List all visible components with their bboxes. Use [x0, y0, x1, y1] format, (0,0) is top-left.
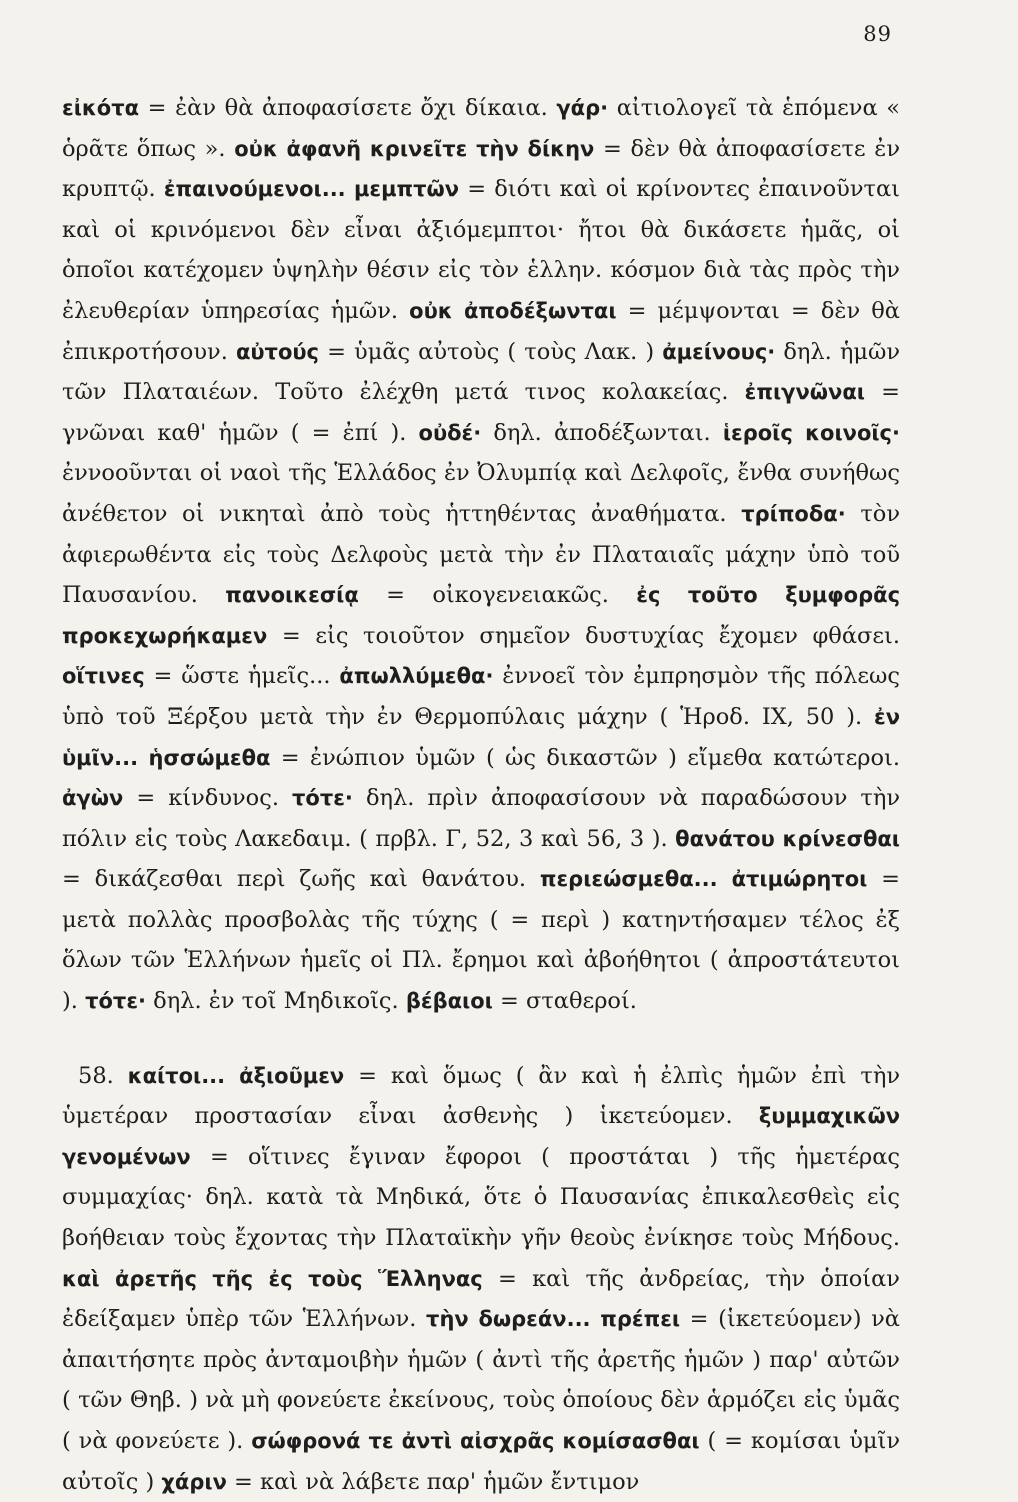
gloss-text: ( = κομίσαι ὑμῖν αὐτοῖς )	[62, 1428, 900, 1495]
gloss-text: ἐννοεῖ τὸν ἐμπρησμὸν τῆς πόλεως ὑπὸ τοῦ Ξέρξου μετὰ τὴν ἐν Θερμοπύλαις μάχην ( Ἡροδ. ΙΧ, 50 ).	[62, 663, 901, 730]
lemma-term: ἐπαινούμενοι... μεμπτῶν	[163, 177, 460, 202]
gloss-text: = κίνδυνος.	[123, 785, 293, 812]
gloss-text: δηλ. ἡμῶν τῶν Πλαταιέων. Τοῦτο ἐλέχθη μετά τινος κολακείας.	[62, 338, 900, 406]
lemma-term: τρίποδα·	[741, 501, 846, 526]
gloss-text: = μέμψονται = δὲν θὰ ἐπικροτήσουν.	[62, 297, 900, 365]
lemma-term: εἰκότα	[62, 96, 140, 120]
lemma-term: οὐκ ἀποδέξωνται	[409, 298, 617, 323]
gloss-text: = ὑμᾶς αὐτοὺς ( τοὺς Λακ. )	[319, 338, 663, 365]
gloss-text: = καὶ νὰ λάβετε παρ' ἡμῶν ἔντιμον	[226, 1468, 640, 1495]
lemma-term: αὐτούς	[235, 339, 320, 364]
gloss-text: = οἰκογενειακῶς.	[358, 582, 637, 609]
gloss-text: = ἐνώπιον ὑμῶν ( ὡς δικαστῶν ) εἴμεθα κατώτεροι.	[270, 744, 900, 771]
gloss-text: = καὶ ὅμως ( ἂν καὶ ἡ ἐλπὶς ἡμῶν ἐπὶ τὴν ὑμετέραν προστασίαν εἶναι ἀσθενὴς ) ἱκετεύομεν.	[62, 1062, 900, 1130]
lemma-term: θανάτου κρίνεσθαι	[675, 826, 900, 851]
gloss-text: = μετὰ πολλὰς προσβολὰς τῆς τύχης ( = περὶ ) κατηντήσαμεν τέλος ἐξ ὅλων τῶν Ἑλλήνων ἡμεῖς οἱ Πλ. ἔρημοι καὶ ἀβοήθητοι ( ἀπροστάτευτοι ).	[62, 866, 901, 1015]
gloss-text: = δὲν θὰ ἀποφασίσετε ἐν κρυπτῷ.	[62, 135, 900, 203]
gloss-text: = ὥστε ἡμεῖς...	[144, 663, 340, 690]
lemma-term: ξυμμαχικῶν γενομένων	[62, 1104, 900, 1169]
gloss-text: αἰτιολογεῖ τὰ ἑπόμενα « ὁρᾶτε ὅπως ».	[62, 95, 900, 162]
gloss-text: = ἐὰν θὰ ἀποφασίσετε ὄχι δίκαια.	[139, 95, 557, 121]
gloss-text: τὸν ἀφιερωθέντα εἰς τοὺς Δελφοὺς μετὰ τὴν ἐν Πλαταιαῖς μάχην ὑπὸ τοῦ Παυσανίου.	[62, 500, 901, 609]
lemma-term: ἀγὼν	[62, 786, 124, 811]
gloss-text: = γνῶναι καθ' ἡμῶν ( = ἐπί ).	[62, 379, 900, 446]
lemma-term: χάριν	[161, 1469, 227, 1494]
lemma-term: ἀμείνους·	[662, 339, 776, 364]
lemma-term: σώφρονά τε ἀντὶ αἰσχρᾶς κομίσασθαι	[251, 1429, 700, 1453]
page-number: 89	[863, 22, 892, 46]
lemma-term: βέβαιοι	[405, 989, 493, 1014]
lemma-term: ἀπωλλύμεθα·	[339, 664, 494, 689]
lemma-term: τὴν δωρεάν... πρέπει	[426, 1307, 681, 1332]
paragraph-1	[62, 88, 900, 1022]
lemma-term: γάρ·	[556, 96, 609, 120]
commentary-text	[62, 88, 900, 1502]
gloss-text: = δικάζεσθαι περὶ ζωῆς καὶ θανάτου.	[62, 866, 540, 893]
lemma-term: οὐκ ἀφανῆ κρινεῖτε τὴν δίκην	[234, 136, 595, 161]
gloss-text: = (ἱκετεύομεν) νὰ ἀπαιτήσητε πρὸς ἀνταμοιβὴν ἡμῶν ( ἀντὶ τῆς ἀρετῆς ἡμῶν ) παρ' αὐτῶν ( τῶν Θηβ. ) νὰ μὴ φονεύετε ἐκείνους, τοὺς ὁποίους δὲν ἁρμόζει εἰς ὑμᾶς ( νὰ φονεύετε ).	[62, 1306, 900, 1454]
lemma-term: τότε·	[85, 989, 146, 1014]
gloss-text: = σταθεροί.	[492, 988, 637, 1015]
lemma-term: ἐν ὑμῖν... ἡσσώμεθα	[62, 704, 900, 770]
lemma-term: οἵτινες	[62, 664, 145, 689]
lemma-term: τότε·	[292, 786, 353, 811]
gloss-text: δηλ. ἀποδέξωνται.	[481, 419, 723, 446]
lemma-term: ἐς τοῦτο ξυμφορᾶς προκεχωρήκαμεν	[62, 583, 901, 648]
gloss-text: ἐννοοῦνται οἱ ναοὶ τῆς Ἑλλάδος ἐν Ὀλυμπίᾳ καὶ Δελφοῖς, ἔνθα συνήθως ἀνέθετον οἱ νικηταὶ ἀπὸ τοὺς ἡττηθέντας ἀναθήματα.	[62, 460, 900, 527]
lemma-term: ἱεροῖς κοινοῖς·	[722, 420, 900, 445]
gloss-text: 58.	[78, 1062, 128, 1089]
lemma-term: καὶ ἀρετῆς τῆς ἐς τοὺς Ἕλληνας	[62, 1266, 483, 1291]
gloss-text: δηλ. πρὶν ἀποφασίσουν νὰ παραδώσουν τὴν πόλιν εἰς τοὺς Λακεδαιμ. ( πρβλ. Γ, 52, 3 καὶ 56, 3 ).	[62, 785, 901, 852]
lemma-term: περιεώσμεθα... ἀτιμώρητοι	[539, 867, 868, 892]
gloss-text: = εἰς τοιοῦτον σημεῖον δυστυχίας ἔχομεν φθάσει.	[267, 622, 900, 649]
paragraph-2	[62, 1056, 900, 1502]
gloss-text: = οἵτινες ἔγιναν ἔφοροι ( προστάται ) τῆς ἡμετέρας συμμαχίας· δηλ. κατὰ τὰ Μηδικά, ὅτε ὁ Παυσανίας ἐπικαλεσθεὶς εἰς βοήθειαν τοὺς ἔχοντας τὴν Πλαταϊκὴν γῆν θεοὺς ἐνίκησε τοὺς Μήδους.	[62, 1143, 900, 1252]
lemma-term: καίτοι... ἀξιοῦμεν	[127, 1063, 345, 1088]
gloss-text: = διότι καὶ οἱ κρίνοντες ἐπαινοῦνται καὶ οἱ κρινόμενοι δὲν εἶναι ἀξιόμεμπτοι· ἤτοι θὰ δικάσετε ἡμᾶς, οἱ ὁποῖοι κατέχομεν ὑψηλὴν θέσιν εἰς τὸν ἑλλην. κόσμον διὰ τὰς πρὸς τὴν ἐλευθερίαν ὑπηρεσίας ἡμῶν.	[62, 176, 900, 324]
lemma-term: οὐδέ·	[418, 420, 482, 445]
gloss-text: δηλ. ἐν τοῖ Μηδικοῖς.	[146, 988, 406, 1015]
gloss-text: = καὶ τῆς ἀνδρείας, τὴν ὁποίαν ἐδείξαμεν ὑπὲρ τῶν Ἑλλήνων.	[62, 1265, 900, 1333]
lemma-term: πανοικεσίᾳ	[225, 583, 359, 608]
lemma-term: ἐπιγνῶναι	[744, 380, 865, 405]
